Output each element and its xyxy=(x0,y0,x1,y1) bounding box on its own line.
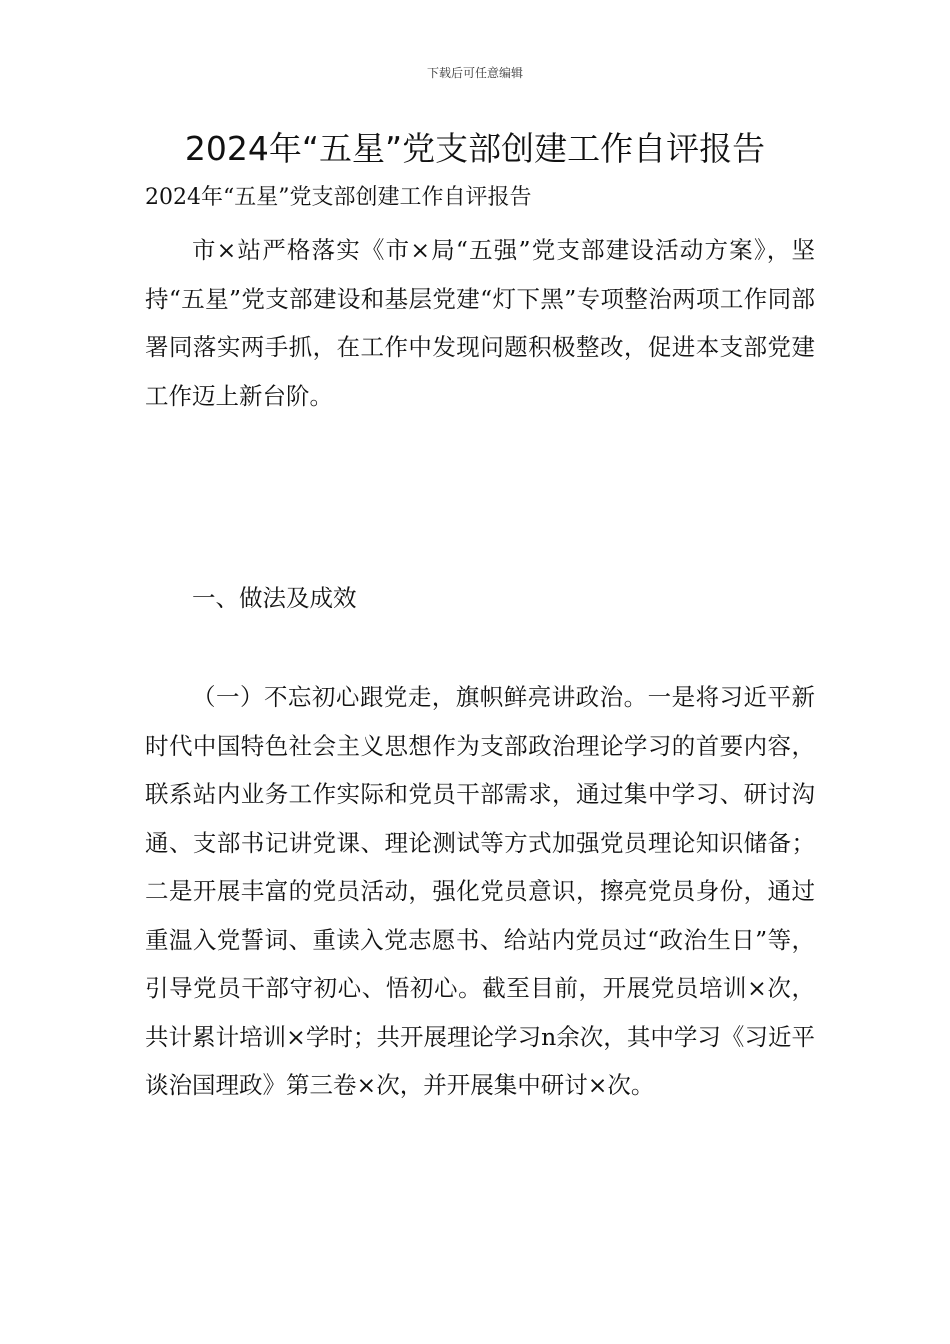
document-title: 2024年“五星”党支部创建工作自评报告 xyxy=(184,129,766,168)
document-subtitle: 2024年“五星”党支部创建工作自评报告 xyxy=(145,185,532,210)
intro-paragraph: 市×站严格落实《市×局“五强”党支部建设活动方案》，坚持“五星”党支部建设和基层党建“灯下黑”专项整治两项工作同部署同落实两手抓，在工作中发现问题积极整改，促进本支部党建工作迈上新台阶。 xyxy=(145,236,815,410)
section-1-paragraph-1: （一）不忘初心跟党走，旗帜鲜亮讲政治。一是将习近平新时代中国特色社会主义思想作为支部政治理论学习的首要内容，联系站内业务工作实际和党员干部需求，通过集中学习、研讨沟通、支部书记讲党课、理论测试等方式加强党员理论知识储备；二是开展丰富的党员活动，强化党员意识，擦亮党员身份，通过重温入党誓词、重读入党志愿书、给站内党员过“政治生日”等，引导党员干部守初心、悟初心。截至目前，开展党员培训×次，共计累计培训×学时；共开展理论学习n余次，其中学习《习近平谈治国理政》第三卷×次，并开展集中研讨×次。 xyxy=(145,683,815,1099)
header-note: 下载后可任意编辑 xyxy=(426,66,523,80)
section-heading-1: 一、做法及成效 xyxy=(192,584,357,612)
